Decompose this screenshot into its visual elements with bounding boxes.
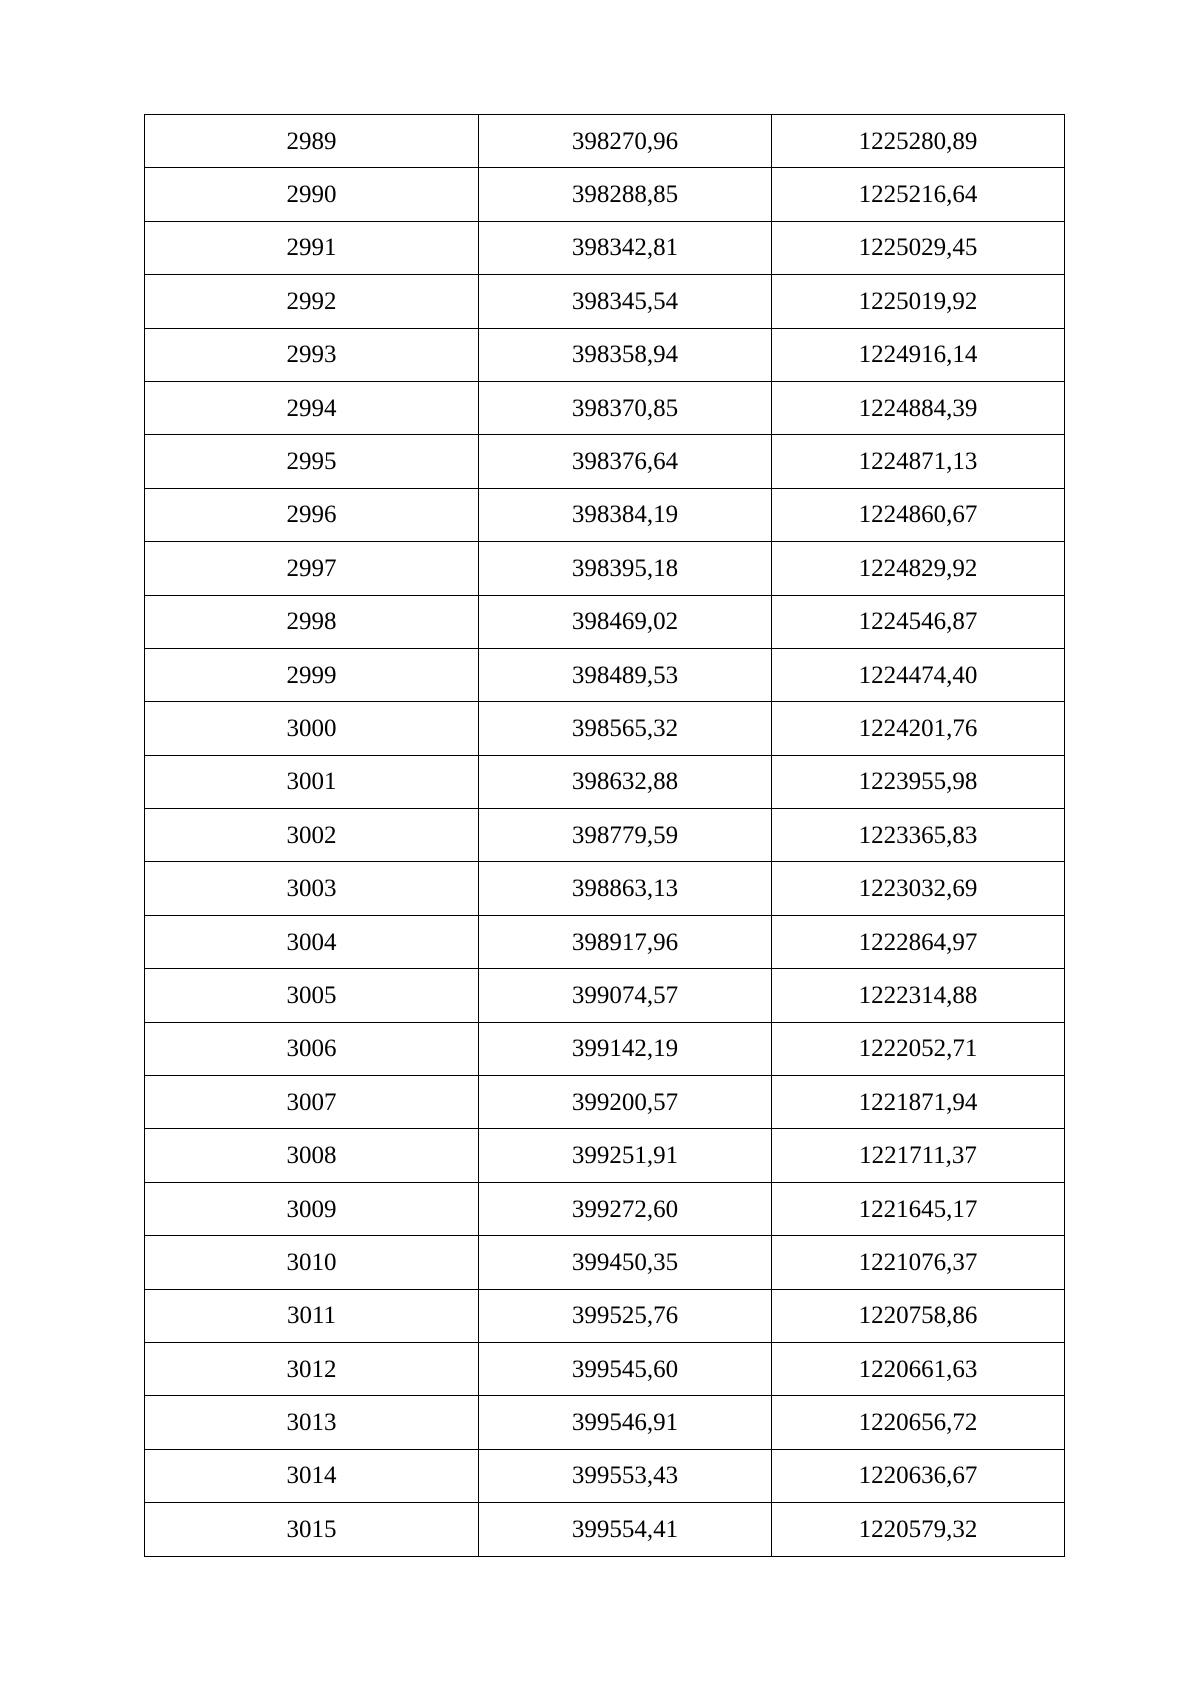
table-row xyxy=(145,1449,1065,1502)
x-coordinate-cell: 398384,19 xyxy=(479,488,772,541)
x-coordinate-cell: 398370,85 xyxy=(479,381,772,434)
y-coordinate-cell: 1220636,67 xyxy=(772,1449,1065,1502)
point-number-cell: 2998 xyxy=(145,595,479,648)
table-row xyxy=(145,1182,1065,1235)
table-row xyxy=(145,115,1065,168)
point-number-cell: 3007 xyxy=(145,1076,479,1129)
point-number-cell: 3001 xyxy=(145,755,479,808)
table-row xyxy=(145,328,1065,381)
y-coordinate-cell: 1224884,39 xyxy=(772,381,1065,434)
point-number-cell: 2997 xyxy=(145,542,479,595)
point-number-cell: 3013 xyxy=(145,1396,479,1449)
x-coordinate-cell: 398395,18 xyxy=(479,542,772,595)
y-coordinate-cell: 1223365,83 xyxy=(772,809,1065,862)
x-coordinate-cell: 399545,60 xyxy=(479,1342,772,1395)
point-number-cell: 3015 xyxy=(145,1503,479,1556)
x-coordinate-cell: 399251,91 xyxy=(479,1129,772,1182)
table-row xyxy=(145,1396,1065,1449)
y-coordinate-cell: 1220758,86 xyxy=(772,1289,1065,1342)
x-coordinate-cell: 399553,43 xyxy=(479,1449,772,1502)
table-row xyxy=(145,1022,1065,1075)
point-number-cell: 2999 xyxy=(145,648,479,701)
x-coordinate-cell: 398270,96 xyxy=(479,115,772,168)
x-coordinate-cell: 399200,57 xyxy=(479,1076,772,1129)
x-coordinate-cell: 398565,32 xyxy=(479,702,772,755)
table-row xyxy=(145,1129,1065,1182)
y-coordinate-cell: 1224916,14 xyxy=(772,328,1065,381)
table-row xyxy=(145,488,1065,541)
table-row xyxy=(145,381,1065,434)
y-coordinate-cell: 1225019,92 xyxy=(772,275,1065,328)
table-row xyxy=(145,1503,1065,1556)
x-coordinate-cell: 398345,54 xyxy=(479,275,772,328)
y-coordinate-cell: 1221711,37 xyxy=(772,1129,1065,1182)
point-number-cell: 3000 xyxy=(145,702,479,755)
coordinates-table-body xyxy=(145,115,1065,1557)
table-row xyxy=(145,275,1065,328)
point-number-cell: 2995 xyxy=(145,435,479,488)
point-number-cell: 3005 xyxy=(145,969,479,1022)
y-coordinate-cell: 1224829,92 xyxy=(772,542,1065,595)
y-coordinate-cell: 1222314,88 xyxy=(772,969,1065,1022)
x-coordinate-cell: 398376,64 xyxy=(479,435,772,488)
point-number-cell: 3006 xyxy=(145,1022,479,1075)
table-row xyxy=(145,1076,1065,1129)
y-coordinate-cell: 1225280,89 xyxy=(772,115,1065,168)
x-coordinate-cell: 399546,91 xyxy=(479,1396,772,1449)
table-row xyxy=(145,435,1065,488)
y-coordinate-cell: 1220656,72 xyxy=(772,1396,1065,1449)
x-coordinate-cell: 399554,41 xyxy=(479,1503,772,1556)
y-coordinate-cell: 1223955,98 xyxy=(772,755,1065,808)
point-number-cell: 3014 xyxy=(145,1449,479,1502)
x-coordinate-cell: 398489,53 xyxy=(479,648,772,701)
point-number-cell: 3010 xyxy=(145,1236,479,1289)
table-row xyxy=(145,648,1065,701)
y-coordinate-cell: 1224860,67 xyxy=(772,488,1065,541)
point-number-cell: 3003 xyxy=(145,862,479,915)
x-coordinate-cell: 398917,96 xyxy=(479,915,772,968)
y-coordinate-cell: 1221871,94 xyxy=(772,1076,1065,1129)
point-number-cell: 2990 xyxy=(145,168,479,221)
table-row xyxy=(145,755,1065,808)
y-coordinate-cell: 1222052,71 xyxy=(772,1022,1065,1075)
y-coordinate-cell: 1222864,97 xyxy=(772,915,1065,968)
table-row xyxy=(145,702,1065,755)
x-coordinate-cell: 399525,76 xyxy=(479,1289,772,1342)
x-coordinate-cell: 398358,94 xyxy=(479,328,772,381)
x-coordinate-cell: 398632,88 xyxy=(479,755,772,808)
table-row xyxy=(145,969,1065,1022)
y-coordinate-cell: 1224871,13 xyxy=(772,435,1065,488)
point-number-cell: 3004 xyxy=(145,915,479,968)
table-row xyxy=(145,595,1065,648)
point-number-cell: 3008 xyxy=(145,1129,479,1182)
y-coordinate-cell: 1225029,45 xyxy=(772,221,1065,274)
table-row xyxy=(145,809,1065,862)
x-coordinate-cell: 398288,85 xyxy=(479,168,772,221)
point-number-cell: 3009 xyxy=(145,1182,479,1235)
x-coordinate-cell: 398469,02 xyxy=(479,595,772,648)
point-number-cell: 2994 xyxy=(145,381,479,434)
y-coordinate-cell: 1220579,32 xyxy=(772,1503,1065,1556)
table-row xyxy=(145,1289,1065,1342)
coordinates-table xyxy=(144,114,1065,1557)
y-coordinate-cell: 1224474,40 xyxy=(772,648,1065,701)
y-coordinate-cell: 1223032,69 xyxy=(772,862,1065,915)
table-row xyxy=(145,168,1065,221)
y-coordinate-cell: 1225216,64 xyxy=(772,168,1065,221)
x-coordinate-cell: 399142,19 xyxy=(479,1022,772,1075)
point-number-cell: 2991 xyxy=(145,221,479,274)
x-coordinate-cell: 398342,81 xyxy=(479,221,772,274)
table-row xyxy=(145,1342,1065,1395)
point-number-cell: 3012 xyxy=(145,1342,479,1395)
point-number-cell: 3011 xyxy=(145,1289,479,1342)
point-number-cell: 2993 xyxy=(145,328,479,381)
y-coordinate-cell: 1221076,37 xyxy=(772,1236,1065,1289)
x-coordinate-cell: 398779,59 xyxy=(479,809,772,862)
table-row xyxy=(145,862,1065,915)
x-coordinate-cell: 399074,57 xyxy=(479,969,772,1022)
point-number-cell: 2989 xyxy=(145,115,479,168)
x-coordinate-cell: 399450,35 xyxy=(479,1236,772,1289)
table-row xyxy=(145,542,1065,595)
y-coordinate-cell: 1221645,17 xyxy=(772,1182,1065,1235)
y-coordinate-cell: 1220661,63 xyxy=(772,1342,1065,1395)
point-number-cell: 3002 xyxy=(145,809,479,862)
point-number-cell: 2996 xyxy=(145,488,479,541)
table-row xyxy=(145,221,1065,274)
table-row xyxy=(145,915,1065,968)
x-coordinate-cell: 398863,13 xyxy=(479,862,772,915)
point-number-cell: 2992 xyxy=(145,275,479,328)
table-row xyxy=(145,1236,1065,1289)
x-coordinate-cell: 399272,60 xyxy=(479,1182,772,1235)
y-coordinate-cell: 1224201,76 xyxy=(772,702,1065,755)
y-coordinate-cell: 1224546,87 xyxy=(772,595,1065,648)
